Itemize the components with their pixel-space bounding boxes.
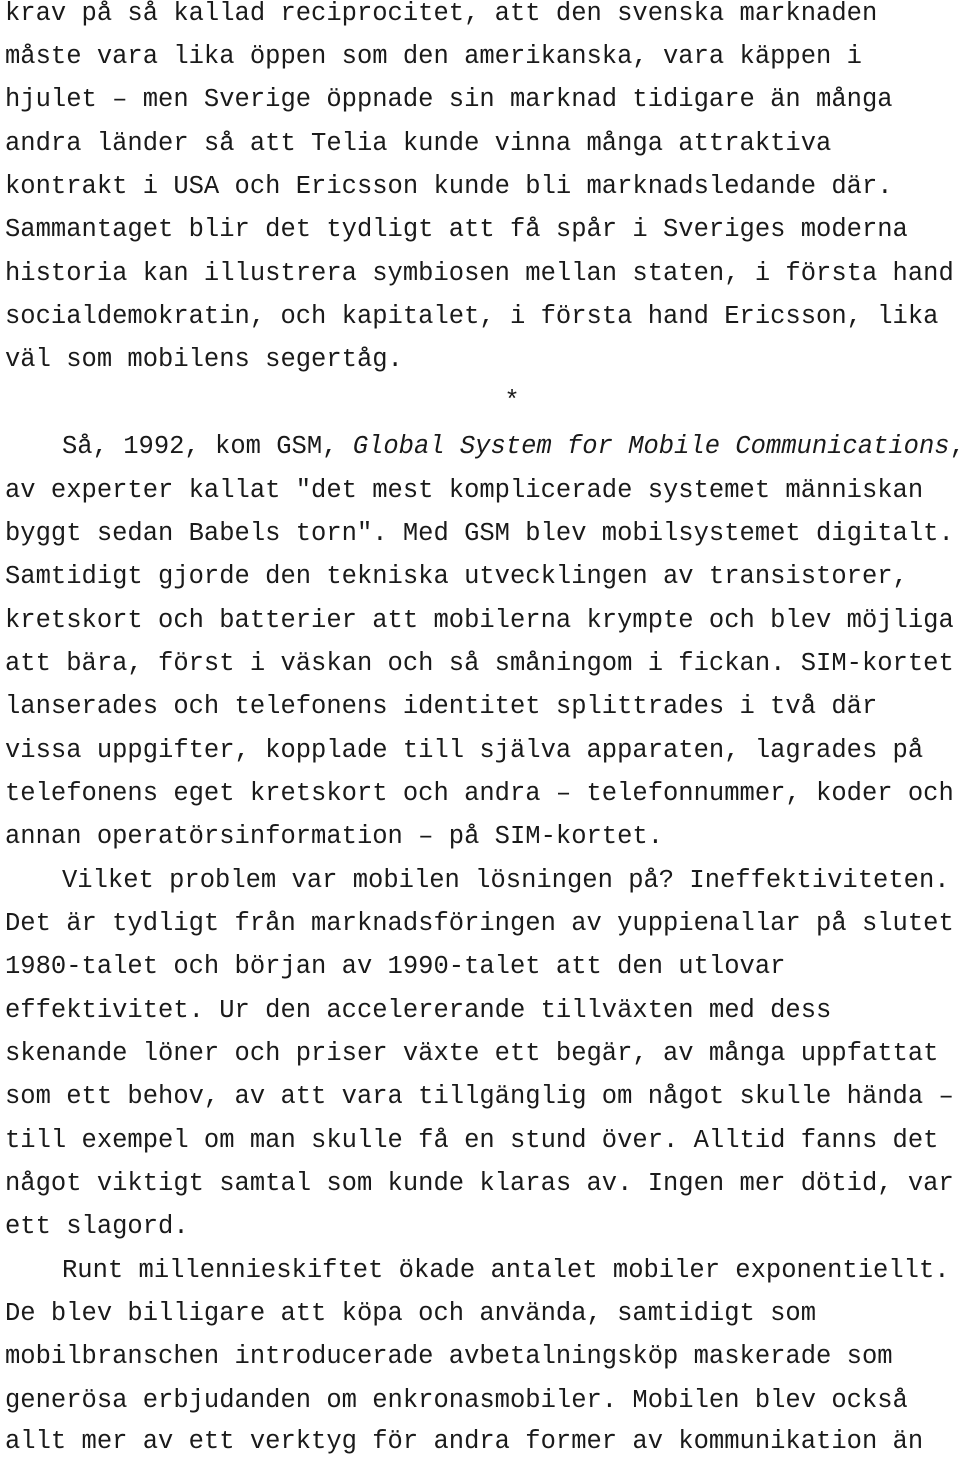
text-line: byggt sedan Babels torn". Med GSM blev mobilsystemet digitalt. [5,519,954,548]
text-line: andra länder så att Telia kunde vinna många attraktiva [5,129,832,158]
text-line: att bära, först i väskan och så småningom i fickan. SIM-kortet [5,649,954,678]
text-line: generösa erbjudanden om enkronasmobiler. Mobilen blev också [5,1386,908,1415]
text-line: historia kan illustrera symbiosen mellan staten, i första hand [5,259,954,288]
text-line: mobilbranschen introducerade avbetalningsköp maskerade som [5,1342,893,1371]
text-line: skenande löner och priser växte ett begär, av många uppfattat [5,1039,939,1068]
paragraph-start: Vilket problem var mobilen lösningen på? Ineffektiviteten. [62,866,950,895]
text-line: kretskort och batterier att mobilerna krympte och blev möjliga [5,606,954,635]
text-line: krav på så kallad reciprocitet, att den svenska marknaden [5,0,878,28]
text-line: 1980-talet och början av 1990-talet att den utlovar [5,952,786,981]
gsm-prefix: Så, 1992, kom GSM, [62,432,353,461]
text-line: allt mer av ett verktyg för andra former av kommunikation än [5,1427,924,1456]
gsm-italic-term: Global System for Mobile Communications [352,432,950,461]
text-line: kontrakt i USA och Ericsson kunde bli marknadsledande där. [5,172,893,201]
text-line: Sammantaget blir det tydligt att få spår i Sveriges moderna [5,215,908,244]
text-line: Samtidigt gjorde den tekniska utvecklingen av transistorer, [5,562,908,591]
text-line: De blev billigare att köpa och använda, samtidigt som [5,1299,817,1328]
text-line: socialdemokratin, och kapitalet, i första hand Ericsson, lika [5,302,939,331]
text-line: hjulet – men Sverige öppnade sin marknad tidigare än många [5,85,893,114]
text-line: något viktigt samtal som kunde klaras av. Ingen mer dötid, var [5,1169,954,1198]
text-line: av experter kallat "det mest komplicerade systemet människan [5,476,924,505]
text-line: telefonens eget kretskort och andra – telefonnummer, koder och [5,779,954,808]
text-line: som ett behov, av att vara tillgänglig om något skulle hända – [5,1082,954,1111]
text-line-gsm [62,431,965,463]
paragraph-start: Runt millennieskiftet ökade antalet mobiler exponentiellt. [62,1256,950,1285]
text-line: ett slagord. [5,1212,189,1241]
text-line: måste vara lika öppen som den amerikanska, vara käppen i [5,42,862,71]
text-line: lanserades och telefonens identitet splittrades i två där [5,692,878,721]
text-line: väl som mobilens segertåg. [5,345,403,374]
gsm-suffix: , [949,432,965,461]
section-separator: * [504,387,520,416]
text-line: annan operatörsinformation – på SIM-kortet. [5,822,664,851]
text-line: till exempel om man skulle få en stund över. Alltid fanns det [5,1126,939,1155]
text-line: Det är tydligt från marknadsföringen av yuppienallar på slutet [5,909,954,938]
text-line: vissa uppgifter, kopplade till själva apparaten, lagrades på [5,736,924,765]
text-line: effektivitet. Ur den accelererande tillväxten med dess [5,996,832,1025]
